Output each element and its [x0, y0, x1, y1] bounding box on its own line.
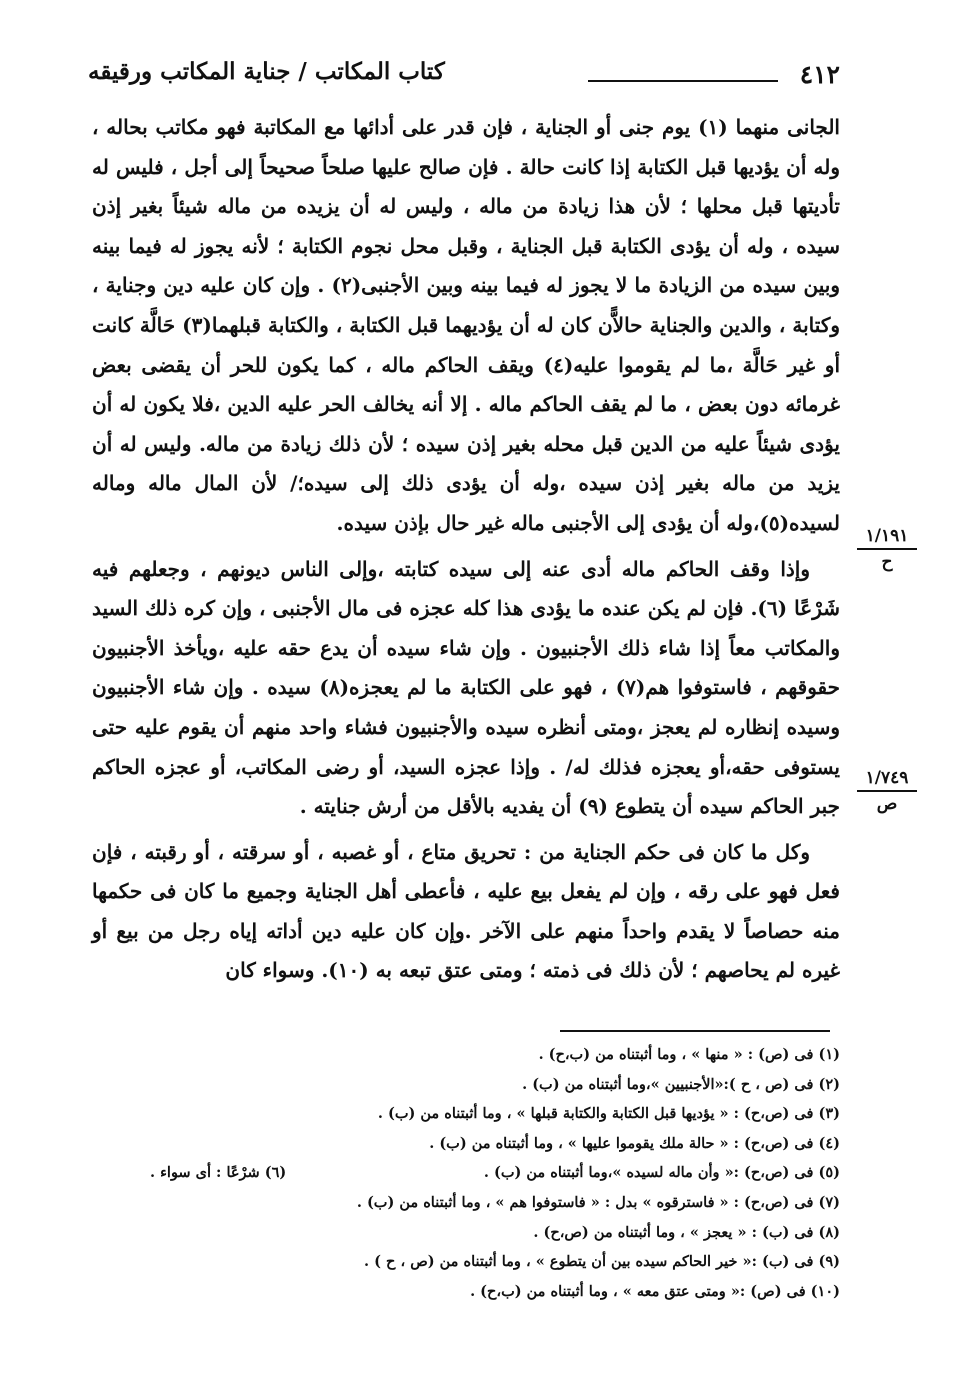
margin-reference-manuscript: ح: [881, 552, 893, 572]
page-number: ٤١٢: [799, 60, 840, 89]
paragraph-1: الجانى منهما (١) يوم جنى أو الجناية ، فإن قدر على أدائها مع المكاتبة فهو مكاتب بحاله ، وله أن يؤديها قبل الكتابة إذا كانت حالة . فإن صالح عليها صلحاً صحيحاً إلى أجل ، فليس له تأديتها قبل محلها ؛ لأن هذا زيادة من ماله ، وليس له أن يزيده من ماله شيئاً بغير إذن سيده ، وله أن يؤدى الكتابة قبل الجناية ، وقبل محل نجوم الكتابة ؛ لأنه يجوز له فيما بينه وبين سيده من الزيادة ما لا يجوز له فيما بينه وبين الأجنبى(٢) . وإن كان عليه دين وجناية ، وكتابة ، والدين والجناية حالاًّن كان له أن يؤديهما قبل الكتابة ، والكتابة قبلهما(٣) حَالَّة كانت أو غير حَالَّة ،ما لم يقوموا عليه(٤) ويقف الحاكم ماله ، كما يكون للحر أن يقضى بعض غرمائه دون بعض ، ما لم يقف الحاكم ماله . إلا أنه يخالف الحر عليه الدين ،فلا يكون له أن يؤدى شيئاً عليه من الدين قبل محله بغير إذن سيده ؛ لأن ذلك زيادة من ماله. وليس له أن يزيد من ماله بغير إذن سيده ،وله أن يؤدى ذلك إلى سيده؛/ لأن المال ماله وماله لسيده(٥)،وله أن يؤدى إلى الأجنبى ماله غير حال بإذن سيده.: [92, 115, 841, 535]
footnote-5-row: [150, 1158, 840, 1188]
footnote-10: (١٠) فى (ص) :« ومتى عتق معه » ، وما أثبتناه من (ب،ح) .: [470, 1282, 840, 1300]
footnote-7: (٧) فى (ص،ح) : « فاسترقوه » بدل : « فاستوفوا هم » ، وما أثبتناه من (ب) .: [356, 1193, 840, 1211]
margin-reference-number: ١/١٩١: [857, 526, 917, 550]
footnote-4: (٤) فى (ص،ح) : « حالة ملك يقوموا عليها » ، وما أثبتناه من (ب) .: [429, 1134, 840, 1152]
margin-reference-1: [857, 526, 917, 572]
main-text: [92, 108, 840, 991]
margin-reference-number: ١/٧٤٩: [857, 768, 917, 792]
margin-reference-2: [857, 768, 917, 814]
footnote-5: (٥) فى (ص،ح) :« وأن ماله لسيده »،وما أثبتناه من (ب) .: [483, 1164, 840, 1182]
page-header: [88, 56, 840, 90]
margin-reference-manuscript: ص: [876, 794, 898, 814]
footnote-8: (٨) فى (ب) : « يعجز » ، وما أثبتناه من (ص،ح) .: [533, 1223, 840, 1241]
footnote-6: (٦) شرْعًا : أى سواء .: [150, 1164, 287, 1182]
header-rule: [588, 80, 778, 82]
footnote-2: (٢) فى (ص ، ح ):«الأجنبيين »،وما أثبتناه من (ب) .: [522, 1075, 840, 1093]
footnote-1: (١) فى (ص) : « منها » ، وما أثبتناه من (ب،ح) .: [538, 1046, 840, 1063]
footnote-9: (٩) فى (ب) :« خير الحاكم سيده بين أن يتطوع » ، وما أثبتناه من (ص ، ح ) .: [364, 1253, 840, 1271]
paragraph-2: وإذا وقف الحاكم ماله أدى عنه إلى سيده كتابته ،وإلى الناس ديونهم ، وجعلهم فيه شَرْعًا (٦). فإن لم يكن عنده ما يؤدى هذا كله عجزه فى مال الأجنبى ، وإن كره ذلك السيد والمكاتب معاً إذا شاء ذلك الأجنبيون . وإن شاء سيده أن يدع حقه عليه ،ويأخذ الأجنبيون حقوقهم ، فاستوفوا هم(٧) ، فهو على الكتابة ما لم يعجزه(٨) سيده . وإن شاء الأجنبيون وسيده إنظاره لم يعجز ،ومتى أنظره سيده والأجنبيون فشاء واحد منهم أن يقوم عليه حتى يستوفى حقه،أو يعجزه فذلك له/ . وإذا عجزه السيد، أو رضى المكاتب، أو عجزه الحاكم جبر الحاكم سيده أن يتطوع (٩) أن يفديه بالأقل من أرش جنايته .: [92, 556, 841, 819]
paragraph-3: وكل ما كان فى حكم الجناية من : تحريق متاع ، أو غصبه ، أو سرقته ، أو رقبته ، فإن فعل فهو على رقه ، وإن لم يفعل بيع عليه ، فأعطى أهل الجناية وجميع ما كان فى حكمها منه حصاصاً لا يقدم واحداً منهم على الآخر .وإن كان عليه دين أداته إياه رجل من بيع أو غيره لم يحاصهم ؛ لأن ذلك فى ذمته ؛ ومتى عتق تبعه به (١٠). وسواء كان: [92, 839, 840, 983]
running-title: كتاب المكاتب / جناية المكاتب ورقيقه: [88, 58, 445, 85]
footnotes: [150, 1040, 840, 1306]
footnote-separator: [560, 1030, 830, 1032]
footnote-3: (٣) فى (ص،ح) : « يؤديها قبل الكتابة والكتابة قبلها » ، وما أثبتناه من (ب) .: [377, 1105, 840, 1123]
